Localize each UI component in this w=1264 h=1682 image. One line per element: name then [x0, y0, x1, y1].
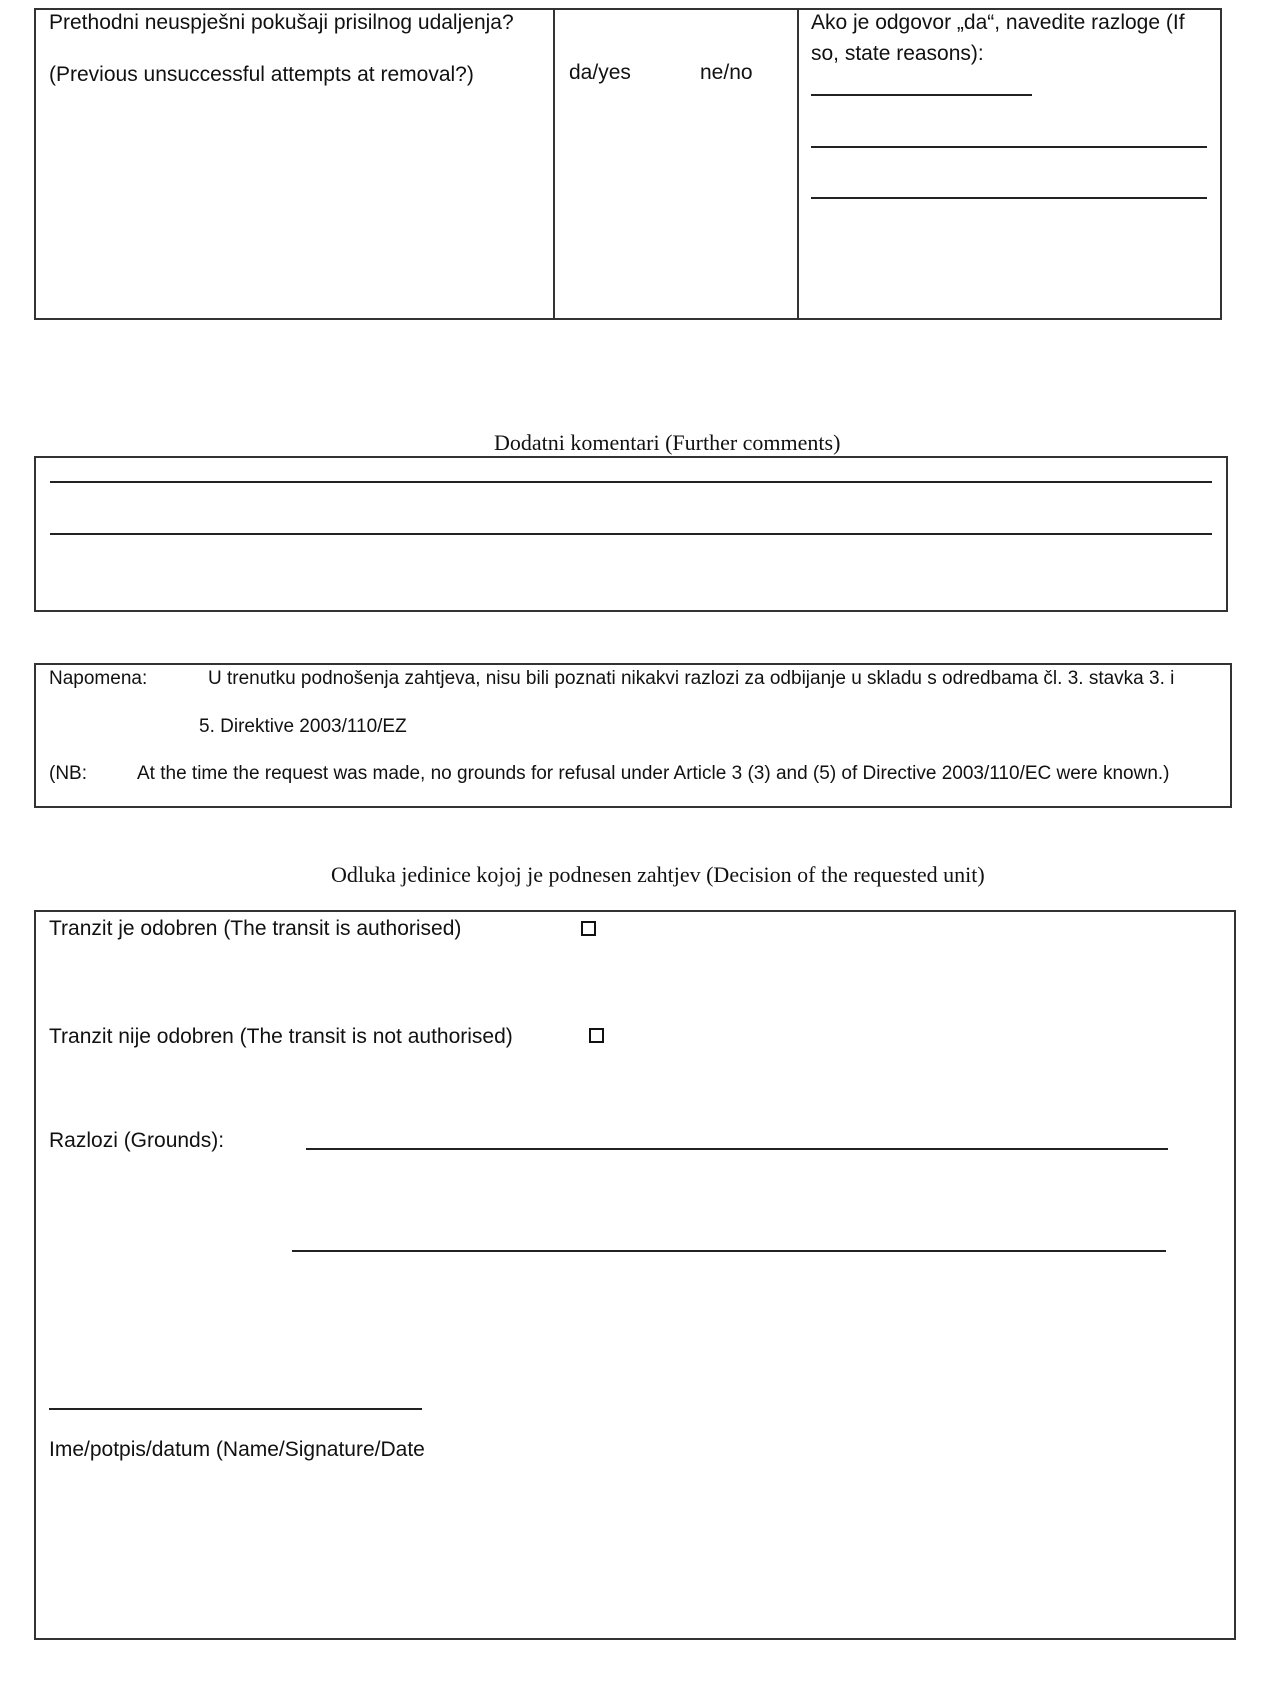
option-no[interactable]: ne/no — [700, 61, 753, 84]
reasons-input-line-3[interactable] — [811, 197, 1207, 199]
note-text-en: At the time the request was made, no grounds for refusal under Article 3 (3) and (5) of Directive 2003/110/EC were known.) — [137, 763, 1170, 784]
note-label-en: (NB: — [49, 763, 87, 784]
authorised-label: Tranzit je odobren (The transit is authorised) — [49, 917, 462, 940]
table-column-divider — [797, 8, 799, 320]
grounds-input-line-1[interactable] — [306, 1148, 1168, 1150]
option-yes[interactable]: da/yes — [569, 61, 631, 84]
grounds-input-line-2[interactable] — [292, 1250, 1166, 1252]
signature-label: Ime/potpis/datum (Name/Signature/Date — [49, 1438, 425, 1461]
removal-attempts-table — [34, 8, 1222, 320]
table-column-divider — [553, 8, 555, 320]
comments-input-line-1[interactable] — [50, 481, 1212, 483]
comments-input-line-2[interactable] — [50, 533, 1212, 535]
comments-title: Dodatni komentari (Further comments) — [494, 430, 841, 455]
decision-box — [34, 910, 1236, 1640]
decision-title: Odluka jedinice kojoj je podnesen zahtjev (Decision of the requested unit) — [331, 862, 985, 887]
note-text-hr-line1: U trenutku podnošenja zahtjeva, nisu bili poznati nikakvi razlozi za odbijanje u skladu s odredbama čl. 3. stavka 3. i — [208, 668, 1175, 689]
note-text-hr-line2: 5. Direktive 2003/110/EZ — [199, 716, 407, 737]
note-label-hr: Napomena: — [49, 668, 148, 689]
removal-question-hr: Prethodni neuspješni pokušaji prisilnog udaljenja? — [49, 11, 514, 34]
reasons-input-line-2[interactable] — [811, 146, 1207, 148]
signature-input-line[interactable] — [49, 1408, 422, 1410]
reasons-input-line-1[interactable] — [811, 94, 1032, 96]
grounds-label: Razlozi (Grounds): — [49, 1129, 225, 1152]
not-authorised-checkbox[interactable] — [589, 1028, 604, 1043]
not-authorised-label: Tranzit nije odobren (The transit is not authorised) — [49, 1025, 513, 1048]
reasons-label-line2: so, state reasons): — [811, 42, 984, 65]
removal-question-en: (Previous unsuccessful attempts at removal?) — [49, 63, 474, 86]
authorised-checkbox[interactable] — [581, 921, 596, 936]
reasons-label-line1: Ako je odgovor „da“, navedite razloge (If — [811, 11, 1185, 34]
